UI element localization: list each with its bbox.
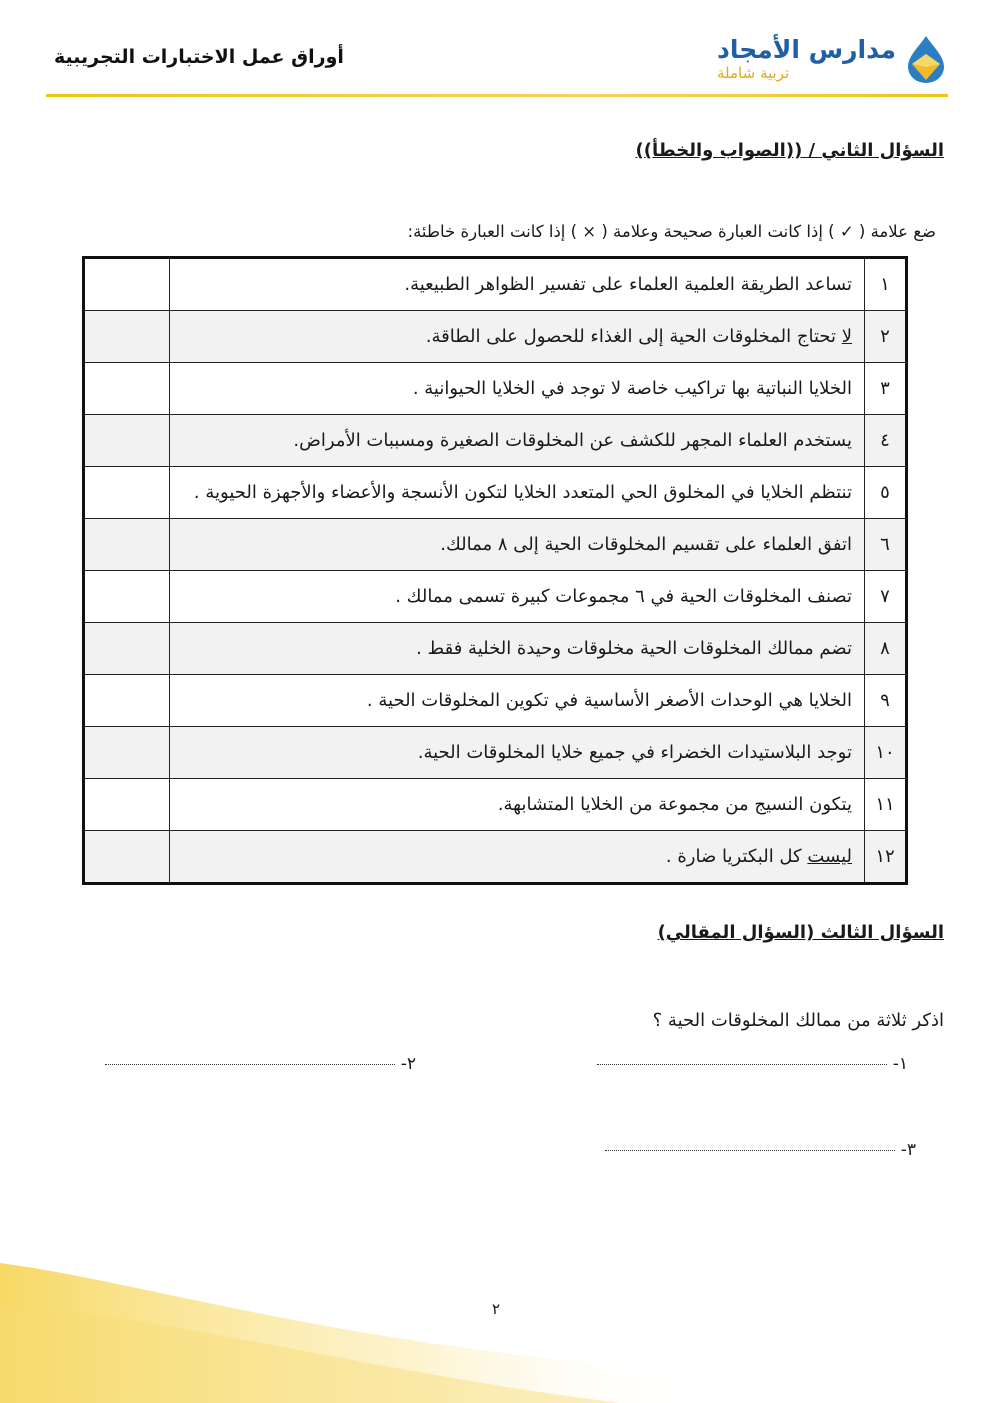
answer-box[interactable] <box>84 623 170 675</box>
question-three-heading: السؤال الثالث (السؤال المقالي) <box>657 922 944 943</box>
answer-box[interactable] <box>84 363 170 415</box>
statement-row <box>84 415 907 467</box>
statement-text <box>170 519 865 571</box>
true-false-table <box>82 256 908 885</box>
true-false-table-body <box>84 258 907 884</box>
question-two-heading: السؤال الثاني / ((الصواب والخطأ)) <box>635 140 944 161</box>
answer-box[interactable] <box>84 571 170 623</box>
answer-box[interactable] <box>84 727 170 779</box>
answer-box[interactable] <box>84 779 170 831</box>
statement-text <box>170 311 865 363</box>
statement-row <box>84 831 907 884</box>
page-number: ٢ <box>491 1300 501 1318</box>
answer-box[interactable] <box>84 415 170 467</box>
statement-number: ٧ <box>865 571 907 623</box>
statement-body: كل البكتريا ضارة . <box>665 846 808 867</box>
statement-number: ٥ <box>865 467 907 519</box>
statement-body: الخلايا هي الوحدات الأصغر الأساسية في تكوين المخلوقات الحية . <box>366 690 852 711</box>
answer-box[interactable] <box>84 675 170 727</box>
page-header <box>46 28 948 98</box>
statement-body: تضم ممالك المخلوقات الحية مخلوقات وحيدة الخلية فقط . <box>416 638 852 659</box>
brand-tagline: تربية شاملة <box>717 64 790 82</box>
brand <box>717 34 948 84</box>
statement-text <box>170 363 865 415</box>
answer-dots-2[interactable] <box>105 1063 395 1065</box>
answer-box[interactable] <box>84 831 170 884</box>
statement-text <box>170 571 865 623</box>
statement-text <box>170 779 865 831</box>
statement-body: تحتاج المخلوقات الحية إلى الغذاء للحصول على الطاقة. <box>425 326 842 347</box>
statement-number: ١١ <box>865 779 907 831</box>
statement-number: ١٢ <box>865 831 907 884</box>
answer-box[interactable] <box>84 467 170 519</box>
statement-body: تساعد الطريقة العلمية العلماء على تفسير الظواهر الطبيعية. <box>404 274 852 295</box>
statement-row <box>84 675 907 727</box>
statement-number: ٦ <box>865 519 907 571</box>
statement-text <box>170 415 865 467</box>
essay-prompt: اذكر ثلاثة من ممالك المخلوقات الحية ؟ <box>652 1010 944 1031</box>
statement-text <box>170 831 865 884</box>
statement-body: توجد البلاستيدات الخضراء في جميع خلايا المخلوقات الحية. <box>417 742 852 763</box>
statement-text <box>170 467 865 519</box>
statement-row <box>84 311 907 363</box>
answer-label-1: ١- <box>892 1054 908 1074</box>
statement-row <box>84 363 907 415</box>
droplet-logo-icon <box>904 34 948 84</box>
statement-emphasis: لا <box>841 326 852 347</box>
statement-body: اتفق العلماء على تقسيم المخلوقات الحية إلى ٨ ممالك. <box>440 534 852 555</box>
statement-row <box>84 779 907 831</box>
answer-dots-1[interactable] <box>597 1063 887 1065</box>
statement-text <box>170 675 865 727</box>
answer-line-2[interactable] <box>105 1054 416 1074</box>
statement-number: ٩ <box>865 675 907 727</box>
statement-number: ٤ <box>865 415 907 467</box>
statement-body: تنتظم الخلايا في المخلوق الحي المتعدد الخلايا لتكون الأنسجة والأعضاء والأجهزة الحيوية . <box>193 482 852 503</box>
header-title: أوراق عمل الاختبارات التجريبية <box>54 46 344 68</box>
statement-row <box>84 519 907 571</box>
statement-row <box>84 623 907 675</box>
statement-body: يستخدم العلماء المجهر للكشف عن المخلوقات الصغيرة ومسببات الأمراض. <box>293 430 852 451</box>
statement-row <box>84 727 907 779</box>
statement-emphasis: ليست <box>807 846 852 867</box>
answer-label-2: ٢- <box>400 1054 416 1074</box>
statement-row <box>84 571 907 623</box>
statement-body: يتكون النسيج من مجموعة من الخلايا المتشابهة. <box>497 794 852 815</box>
statement-body: تصنف المخلوقات الحية في ٦ مجموعات كبيرة تسمى ممالك . <box>395 586 852 607</box>
answer-box[interactable] <box>84 311 170 363</box>
answer-dots-3[interactable] <box>605 1149 895 1151</box>
answer-box[interactable] <box>84 258 170 311</box>
statement-number: ٣ <box>865 363 907 415</box>
statement-number: ١٠ <box>865 727 907 779</box>
statement-row <box>84 258 907 311</box>
answer-line-3[interactable] <box>605 1140 916 1160</box>
answer-line-1[interactable] <box>597 1054 908 1074</box>
true-false-instruction: ضع علامة ( ✓ ) إذا كانت العبارة صحيحة وعلامة ( × ) إذا كانت العبارة خاطئة: <box>407 222 936 241</box>
statement-text <box>170 258 865 311</box>
statement-number: ٨ <box>865 623 907 675</box>
statement-number: ٢ <box>865 311 907 363</box>
statement-number: ١ <box>865 258 907 311</box>
answer-label-3: ٣- <box>900 1140 916 1160</box>
header-divider <box>46 94 948 97</box>
statement-text <box>170 727 865 779</box>
statement-text <box>170 623 865 675</box>
answer-box[interactable] <box>84 519 170 571</box>
statement-body: الخلايا النباتية بها تراكيب خاصة لا توجد في الخلايا الحيوانية . <box>412 378 852 399</box>
brand-name: مدارس الأمجاد <box>717 35 896 64</box>
statement-row <box>84 467 907 519</box>
